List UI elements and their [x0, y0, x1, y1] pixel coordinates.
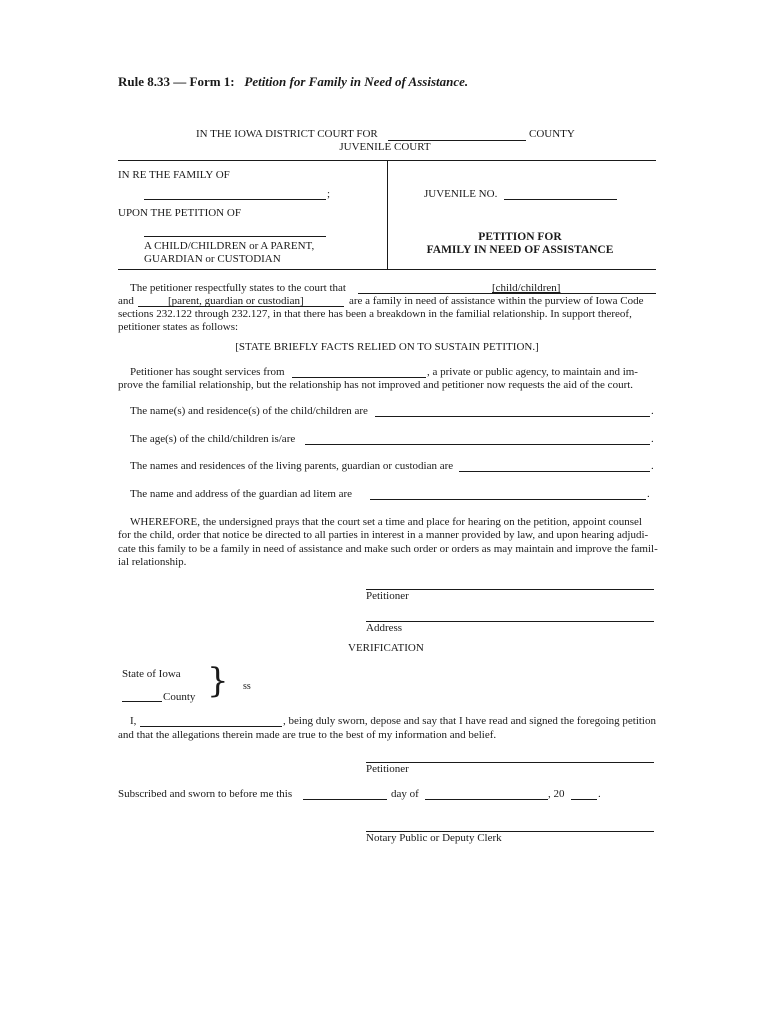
- juvenile-no-blank[interactable]: [504, 199, 617, 200]
- guardian-ad-litem-label: The name and address of the guardian ad litem are: [130, 488, 353, 500]
- p1-line4: petitioner states as follows:: [118, 321, 239, 333]
- venue-county-blank[interactable]: [122, 701, 162, 702]
- oath-line1-tail: , being duly sworn, depose and say that I have read and signed the foregoing petition: [283, 715, 656, 727]
- p1-and: and: [118, 295, 134, 307]
- court-suffix: COUNTY: [529, 128, 575, 140]
- petitioner-signature-line[interactable]: [366, 589, 654, 590]
- agency-blank[interactable]: [292, 377, 426, 378]
- right-brace: }: [207, 661, 229, 701]
- party-line-1: A CHILD/CHILDREN or A PARENT,: [144, 240, 315, 252]
- p1-line1-text: The petitioner respectfully states to the court that: [130, 282, 346, 294]
- address-label: Address: [366, 622, 403, 634]
- venue-county-label: County: [163, 691, 196, 703]
- p1-line2-text: are a family in need of assistance within the purview of Iowa Code: [349, 295, 644, 307]
- party-line-2: GUARDIAN or CUSTODIAN: [144, 253, 281, 265]
- parents-blank[interactable]: [459, 471, 650, 472]
- p2-line1-tail: , a private or public agency, to maintain and im-: [427, 366, 638, 378]
- form-title: [118, 74, 468, 90]
- address-line[interactable]: [366, 621, 654, 622]
- subscribed-text: Subscribed and sworn to before me this: [118, 788, 293, 800]
- p2-line2: prove the familial relationship, but the relationship has not improved and petitioner now requests the aid of the court.: [118, 379, 634, 391]
- petitioner-blank[interactable]: [144, 236, 326, 237]
- month-blank[interactable]: [425, 799, 548, 800]
- children-ages-blank[interactable]: [305, 444, 650, 445]
- guardian-ad-litem-blank[interactable]: [370, 499, 646, 500]
- rule-number: Rule 8.33 — Form 1:: [118, 74, 235, 89]
- wherefore-line3: cate this family to be a family in need of assistance and make such order or orders as may maintain and improve the famil-: [118, 543, 658, 555]
- period-3: .: [651, 460, 654, 472]
- form-name: Petition for Family in Need of Assistance.: [244, 74, 469, 89]
- children-names-label: The name(s) and residence(s) of the child/children are: [130, 405, 368, 417]
- ss-label: ss: [243, 681, 251, 692]
- verification-heading: VERIFICATION: [348, 642, 424, 654]
- doc-title-1: PETITION FOR: [478, 231, 562, 243]
- state-of-iowa: State of Iowa: [122, 668, 181, 680]
- oath-i: I,: [130, 715, 137, 727]
- year-period: .: [598, 788, 601, 800]
- parent-placeholder: [parent, guardian or custodian]: [168, 295, 304, 307]
- family-name-blank[interactable]: [144, 199, 326, 200]
- day-of-label: day of: [391, 788, 419, 800]
- wherefore-line4: ial relationship.: [118, 556, 187, 568]
- child-placeholder: [child/children]: [492, 282, 561, 294]
- p2-line1-text: Petitioner has sought services from: [130, 366, 285, 378]
- juvenile-no-label: JUVENILE NO.: [424, 188, 498, 200]
- year-prefix: , 20: [548, 788, 565, 800]
- doc-title-2: FAMILY IN NEED OF ASSISTANCE: [426, 244, 614, 256]
- upon-petition-label: UPON THE PETITION OF: [118, 207, 241, 219]
- affiant-name-blank[interactable]: [140, 726, 282, 727]
- period-2: .: [651, 433, 654, 445]
- in-re-label: IN RE THE FAMILY OF: [118, 169, 230, 181]
- verification-petitioner-label: Petitioner: [366, 763, 409, 775]
- wherefore-line1: WHEREFORE, the undersigned prays that the court set a time and place for hearing on the petition, appoint counsel: [130, 516, 642, 528]
- verification-signature-line[interactable]: [366, 762, 654, 763]
- parents-label: The names and residences of the living parents, guardian or custodian are: [130, 460, 454, 472]
- wherefore-line2: for the child, order that notice be directed to all parties in interest in a manner provided by law, and upon hearing adjudi-: [118, 529, 649, 541]
- period-4: .: [647, 488, 650, 500]
- state-facts-instruction: [STATE BRIEFLY FACTS RELIED ON TO SUSTAIN PETITION.]: [235, 341, 539, 353]
- p1-line3: sections 232.122 through 232.127, in that there has been a breakdown in the familial relationship. In support thereof,: [118, 308, 632, 320]
- period-1: .: [651, 405, 654, 417]
- caption-divider: [387, 161, 388, 270]
- day-blank[interactable]: [303, 799, 387, 800]
- notary-label: Notary Public or Deputy Clerk: [366, 832, 502, 844]
- juvenile-court: JUVENILE COURT: [339, 141, 431, 153]
- caption-bottom-rule: [118, 269, 656, 270]
- oath-line2: and that the allegations therein made are true to the best of my information and belief.: [118, 729, 497, 741]
- court-prefix: IN THE IOWA DISTRICT COURT FOR: [196, 128, 378, 140]
- children-names-blank[interactable]: [375, 416, 650, 417]
- semicolon: ;: [327, 188, 331, 200]
- year-blank[interactable]: [571, 799, 597, 800]
- children-ages-label: The age(s) of the child/children is/are: [130, 433, 296, 445]
- petitioner-label: Petitioner: [366, 590, 409, 602]
